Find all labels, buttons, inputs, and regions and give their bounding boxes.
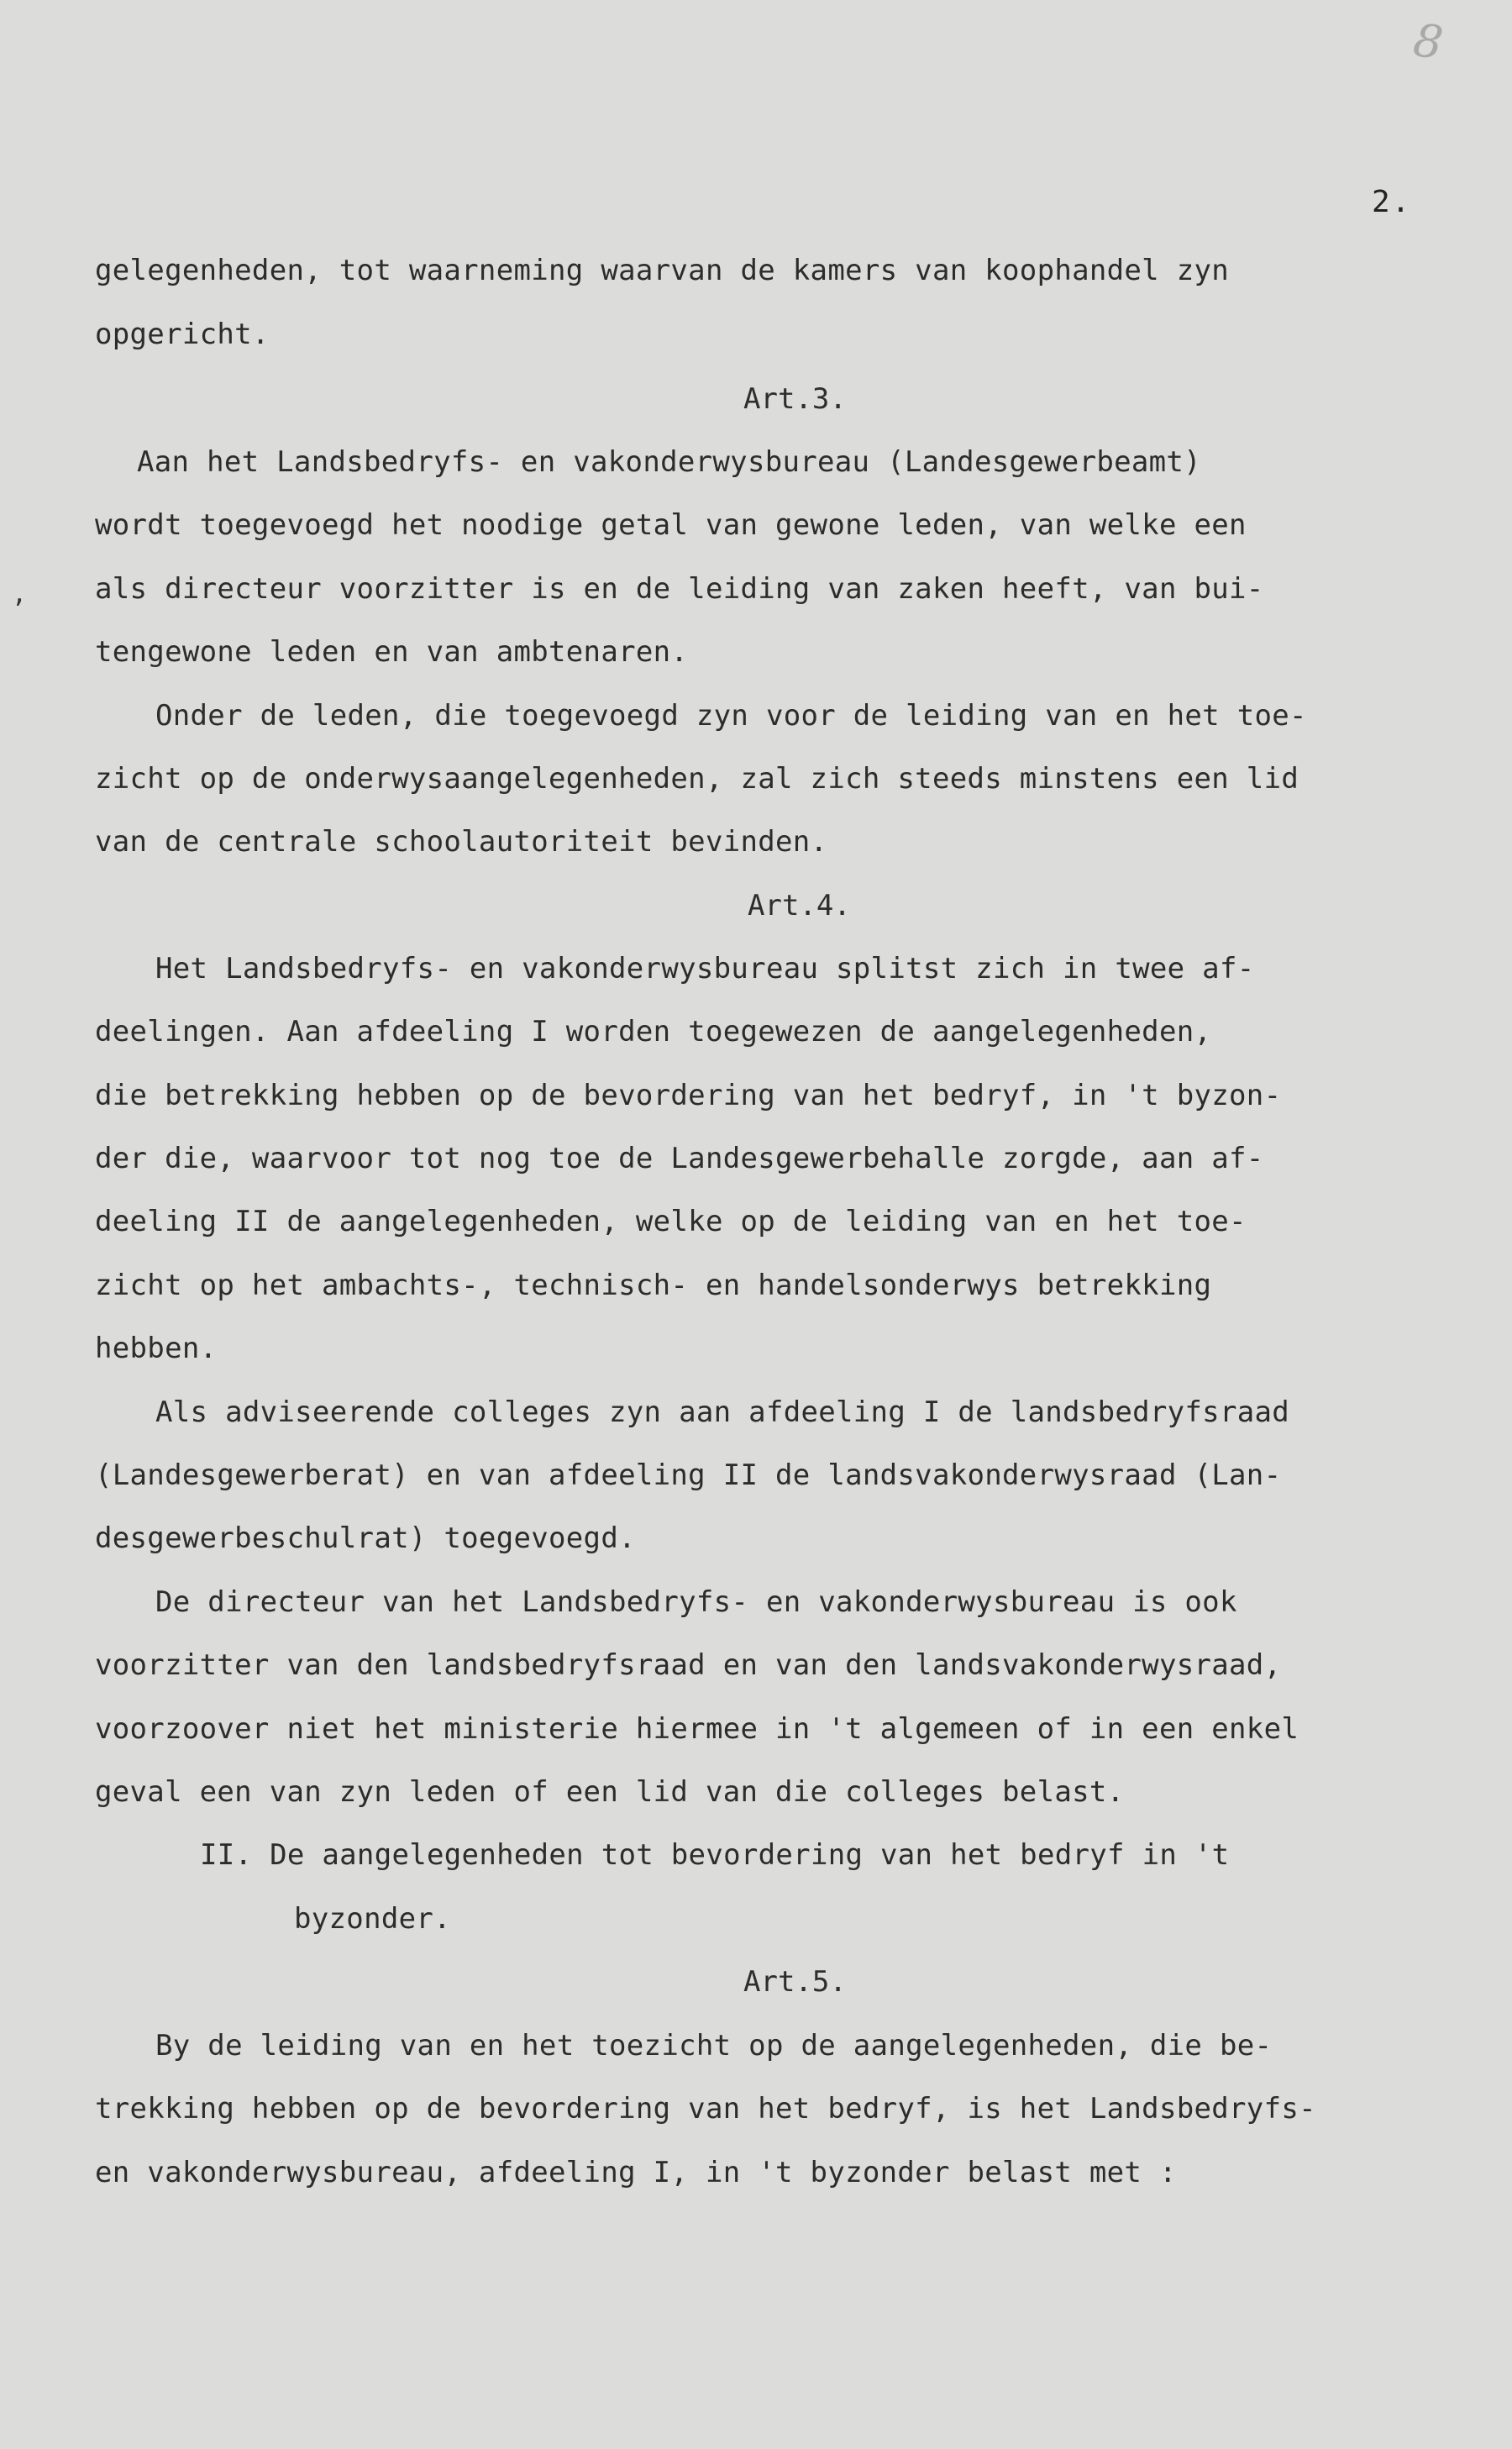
text-line: zicht op de onderwysaangelegenheden, zal zich steeds minstens een lid bbox=[95, 762, 1299, 796]
article-heading: Art.4. bbox=[748, 889, 851, 922]
page-number: 2. bbox=[1372, 185, 1412, 219]
text-line: die betrekking hebben op de bevordering van het bedryf, in 't byzon- bbox=[95, 1079, 1282, 1112]
text-line: Als adviseerende colleges zyn aan afdeeling I de landsbedryfsraad bbox=[155, 1395, 1290, 1429]
text-line: wordt toegevoegd het noodige getal van gewone leden, van welke een bbox=[95, 508, 1247, 542]
text-line: en vakonderwysbureau, afdeeling I, in 't byzonder belast met : bbox=[95, 2156, 1177, 2189]
text-line: desgewerbeschulrat) toegevoegd. bbox=[95, 1521, 636, 1555]
text-line: opgericht. bbox=[95, 318, 270, 351]
text-line: Aan het Landsbedryfs- en vakonderwysbureau (Landesgewerbeamt) bbox=[137, 445, 1201, 479]
folio-number: 8 bbox=[1410, 13, 1446, 71]
text-line: Het Landsbedryfs- en vakonderwysbureau splitst zich in twee af- bbox=[155, 952, 1255, 985]
text-line: gelegenheden, tot waarneming waarvan de kamers van koophandel zyn bbox=[95, 254, 1230, 287]
article-heading: Art.3. bbox=[743, 382, 847, 416]
text-line: zicht op het ambachts-, technisch- en handelsonderwys betrekking bbox=[95, 1269, 1212, 1302]
text-line: als directeur voorzitter is en de leiding van zaken heeft, van bui- bbox=[95, 572, 1264, 606]
section-heading-continued: byzonder. bbox=[294, 1902, 451, 1936]
text-line: der die, waarvoor tot nog toe de Landesgewerbehalle zorgde, aan af- bbox=[95, 1142, 1264, 1175]
article-heading: Art.5. bbox=[743, 1965, 847, 1999]
text-line: deelingen. Aan afdeeling I worden toegewezen de aangelegenheden, bbox=[95, 1015, 1212, 1048]
text-line: geval een van zyn leden of een lid van die colleges belast. bbox=[95, 1775, 1125, 1809]
text-line: (Landesgewerberat) en van afdeeling II de landsvakonderwysraad (Lan- bbox=[95, 1458, 1282, 1492]
text-line: deeling II de aangelegenheden, welke op de leiding van en het toe- bbox=[95, 1205, 1247, 1238]
text-line: voorzoover niet het ministerie hiermee in 't algemeen of in een enkel bbox=[95, 1712, 1299, 1746]
text-line: De directeur van het Landsbedryfs- en vakonderwysbureau is ook bbox=[155, 1585, 1237, 1619]
text-line: By de leiding van en het toezicht op de aangelegenheden, die be- bbox=[155, 2029, 1273, 2063]
text-line: tengewone leden en van ambtenaren. bbox=[95, 635, 689, 669]
section-heading: II. De aangelegenheden tot bevordering van het bedryf in 't bbox=[200, 1838, 1230, 1872]
text-line: hebben. bbox=[95, 1332, 218, 1365]
margin-mark: , bbox=[12, 580, 28, 609]
text-line: Onder de leden, die toegevoegd zyn voor de leiding van en het toe- bbox=[155, 699, 1307, 733]
text-line: van de centrale schoolautoriteit bevinden. bbox=[95, 825, 828, 859]
text-line: trekking hebben op de bevordering van het bedryf, is het Landsbedryfs- bbox=[95, 2092, 1316, 2126]
text-line: voorzitter van den landsbedryfsraad en van den landsvakonderwysraad, bbox=[95, 1648, 1282, 1682]
